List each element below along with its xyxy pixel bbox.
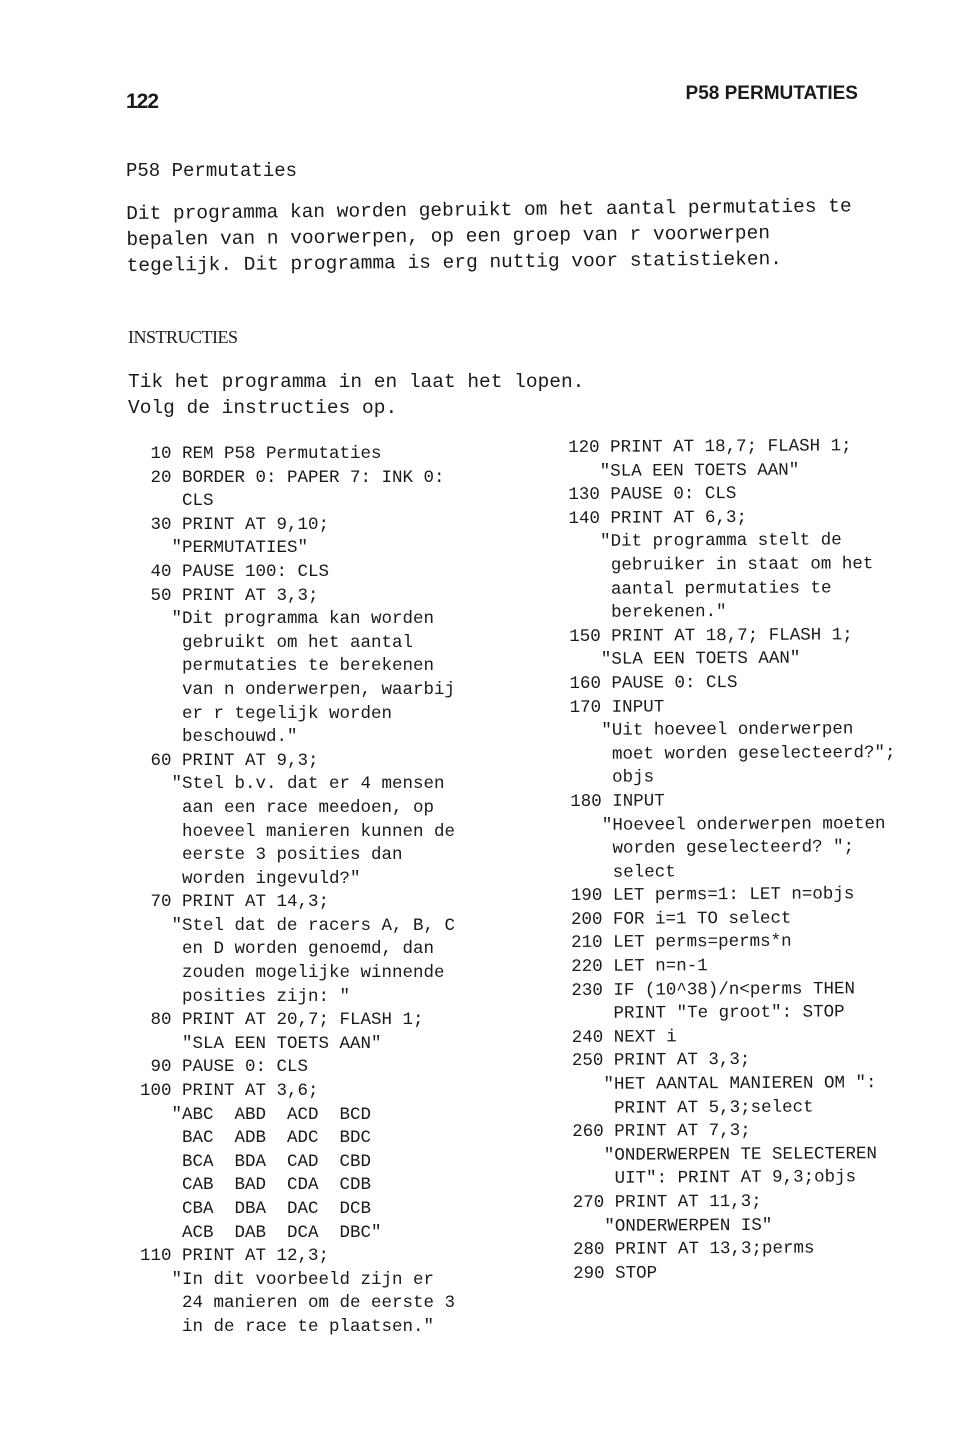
code-line: "Uit hoeveel onderwerpen [569,719,854,742]
code-line: BCA BDA CAD CBD [140,1151,372,1172]
code-line: in de race te plaatsen." [140,1316,435,1337]
code-line: "SLA EEN TOETS AAN" [569,648,801,671]
code-line: 170 INPUT [569,696,665,718]
code-line: "Stel b.v. dat er 4 mensen [140,774,445,795]
code-line: ACB DAB DCA DBC" [140,1222,382,1243]
code-line: 70 PRINT AT 14,3; [140,892,330,913]
code-line: 240 NEXT i [571,1027,677,1048]
code-line: "Dit programma kan worden [140,609,435,630]
code-line: moet worden geselecteerd?"; [569,742,896,765]
code-line: 130 PAUSE 0: CLS [568,484,737,506]
page-number: 122 [126,90,159,113]
code-line: 120 PRINT AT 18,7; FLASH 1; [568,436,852,458]
code-line: 24 manieren om de eerste 3 [140,1293,456,1314]
code-line: "ONDERWERPEN TE SELECTEREN [572,1143,878,1166]
code-line: 20 BORDER 0: PAPER 7: INK 0: [140,467,445,488]
code-line: 290 STOP [573,1263,658,1284]
code-line: BAC ADB ADC BDC [140,1128,372,1149]
code-line: gebruiker in staat om het [568,554,874,576]
code-line: 10 REM P58 Permutaties [140,444,382,464]
code-line: permutaties te berekenen [140,656,435,677]
code-line: aantal permutaties te [568,577,832,600]
running-head: P58 PERMUTATIES [685,83,858,104]
code-line: "Stel dat de racers A, B, C [140,915,456,936]
instructions-text: Tik het programma in en laat het lopen. Volg de instructies op. [128,371,585,419]
code-line: 150 PRINT AT 18,7; FLASH 1; [569,625,853,647]
code-line: 280 PRINT AT 13,3;perms [572,1238,815,1261]
code-line: "Dit programma stelt de [568,530,842,553]
code-line: 210 LET perms=perms*n [571,932,792,954]
code-line: hoeveel manieren kunnen de [140,821,456,842]
code-line: "Hoeveel onderwerpen moeten [570,813,886,836]
code-line: zouden mogelijke winnende [140,963,445,984]
code-line: aan een race meedoen, op [140,797,435,818]
code-line: 80 PRINT AT 20,7; FLASH 1; [140,1010,424,1031]
code-line: worden ingevuld?" [140,868,361,889]
code-line: gebruikt om het aantal [140,632,414,653]
code-line: 190 LET perms=1: LET n=objs [570,884,855,907]
code-line: "ONDERWERPEN IS" [572,1215,773,1237]
code-line: CBA DBA DAC DCB [140,1199,372,1219]
code-line: 40 PAUSE 100: CLS [140,561,330,582]
code-line: eerste 3 posities dan [140,845,403,866]
code-line: 260 PRINT AT 7,3; [572,1121,751,1143]
code-line: "SLA EEN TOETS AAN" [140,1033,382,1054]
code-line: "In dit voorbeeld zijn er [140,1269,435,1290]
code-line: 30 PRINT AT 9,10; [140,514,330,535]
code-line: 230 IF (10^38)/n<perms THEN [571,978,855,1001]
code-line: CLS [140,491,214,512]
code-line: berekenen." [569,602,727,624]
code-line: 110 PRINT AT 12,3; [140,1246,330,1267]
code-line: 100 PRINT AT 3,6; [140,1081,319,1102]
code-line: 180 INPUT [570,791,665,812]
code-line: 60 PRINT AT 9,3; [140,750,319,771]
code-line: PRINT AT 5,3;select [572,1097,814,1119]
code-line: er r tegelijk worden [140,703,393,724]
code-line: UIT": PRINT AT 9,3;objs [572,1167,857,1190]
code-line: 140 PRINT AT 6,3; [568,507,748,529]
code-line: posities zijn: " [140,986,351,1007]
code-line: "SLA EEN TOETS AAN" [568,460,800,482]
code-line: en D worden genoemd, dan [140,939,435,960]
code-line: "ABC ABD ACD BCD [140,1104,372,1125]
code-line: 160 PAUSE 0: CLS [569,672,738,694]
code-listing-right [568,435,899,1286]
code-line: 270 PRINT AT 11,3; [572,1191,762,1213]
intro-paragraph: Dit programma kan worden gebruikt om het aantal permutaties te bepalen van n voorwerpen, op een groep van r voorwerpen tegelijk. Dit programma is erg nuttig voor statistieken. [126,195,852,277]
code-line: CAB BAD CDA CDB [140,1175,372,1196]
code-line: 250 PRINT AT 3,3; [571,1050,751,1072]
code-line: PRINT "Te groot": STOP [571,1002,845,1025]
code-line: worden geselecteerd? "; [570,837,855,860]
section-title: P58 Permutaties [126,160,298,182]
code-line: objs [570,767,655,789]
instructions-heading: INSTRUCTIES [128,327,238,347]
code-listing-left [140,443,455,1340]
code-line: "HET AANTAL MANIEREN OM ": [571,1073,877,1096]
code-line: 200 FOR i=1 TO select [570,908,792,930]
code-line: beschouwd." [140,727,298,748]
code-line: 50 PRINT AT 3,3; [140,585,319,606]
code-line: 90 PAUSE 0: CLS [140,1057,309,1078]
code-line: "PERMUTATIES" [140,538,309,559]
code-line: van n onderwerpen, waarbij [140,679,456,700]
code-line: 220 LET n=n-1 [571,956,708,978]
code-line: select [570,862,676,883]
